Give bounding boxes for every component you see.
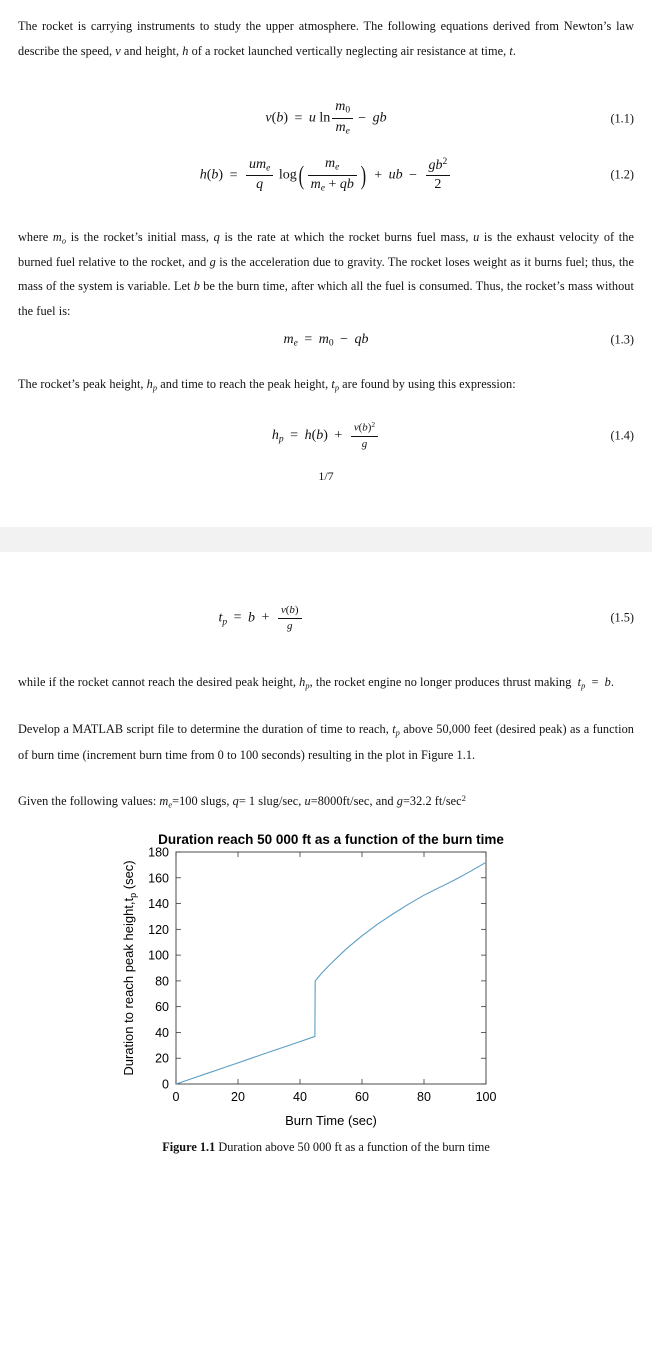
axis-ticks — [176, 852, 486, 1084]
y-tick-label: 0 — [162, 1077, 169, 1092]
y-tick-label: 40 — [155, 1026, 169, 1041]
figure-caption-text: Duration above 50 000 ft as a function of the burn time — [215, 1140, 490, 1155]
duration-vs-burntime-chart — [116, 826, 536, 1136]
x-tick-label: 80 — [417, 1090, 431, 1105]
equation-1-5-body: tp = b + $\frac{v(b)}{g}$ — [18, 604, 634, 633]
equation-1-1 — [18, 99, 634, 138]
x-tick-label: 60 — [355, 1090, 369, 1105]
equation-1-4-body: hp = h(b) + $\frac{v(b)^2}{g}$ — [18, 421, 634, 450]
x-tick-label: 0 — [172, 1090, 180, 1105]
plot-area-frame — [176, 852, 486, 1084]
x-axis-label: Burn Time (sec) — [285, 1113, 377, 1129]
document-body-page-2 — [0, 604, 652, 1155]
figure-caption — [18, 1140, 634, 1155]
y-tick-label: 80 — [155, 974, 169, 989]
equation-1-1-body: v(b) = u ln $\frac{m0}{me}$ − gb — [265, 99, 387, 137]
page-separator-band — [0, 527, 652, 552]
y-axis-label-group — [121, 861, 138, 1076]
page-gap-white-top — [0, 484, 652, 527]
y-tick-labels — [148, 846, 169, 1092]
equation-1-2-number: (1.2) — [610, 167, 634, 182]
page-gap-white-bottom — [0, 552, 652, 604]
paragraph-peak-height: The rocket’s peak height, hp and time to reach the peak height, tp are found by using this expression: — [18, 377, 516, 393]
equation-1-4-number: (1.4) — [610, 428, 634, 443]
y-axis-label — [121, 861, 138, 1076]
paragraph-given: Given the following values: me=100 slugs, q= 1 slug/sec, u=8000ft/sec, and g=32.2 $ft/\sec^2$ — [18, 793, 466, 810]
chart-title: Duration reach 50 000 ft as a function of the burn time — [158, 832, 504, 848]
y-tick-label: 180 — [148, 845, 169, 860]
y-tick-label: 160 — [148, 871, 169, 886]
document-body — [0, 0, 652, 484]
x-tick-label: 40 — [293, 1090, 307, 1105]
equation-1-4 — [18, 421, 634, 450]
y-tick-label: 20 — [155, 1051, 169, 1066]
paragraph-intro: The rocket is carrying instruments to study the upper atmosphere. The following equations derived from Newton’s law describe the speed, v and height, h of a rocket launched vertically neglecting air resistance at time, t. — [18, 19, 634, 58]
x-tick-labels — [173, 1090, 497, 1104]
figure-caption-label: Figure 1.1 — [162, 1140, 216, 1155]
equation-1-3-number: (1.3) — [610, 332, 634, 347]
y-tick-label: 140 — [148, 897, 169, 912]
y-tick-label: 100 — [148, 948, 169, 963]
y-axis-label-tail: (sec) — [121, 860, 136, 894]
x-tick-label: 100 — [475, 1090, 497, 1105]
y-tick-label: 60 — [155, 1000, 169, 1015]
equation-1-3 — [18, 332, 634, 349]
page-number: 1/7 — [318, 468, 334, 483]
equation-1-5-number: (1.5) — [610, 610, 634, 625]
paragraph-task: Develop a MATLAB script file to determine the duration of time to reach, tp above 50,000 feet (desired peak) as a function of burn time (increment burn time from 0 to 100 seconds) resulting in the plot in Figure 1.1. — [18, 722, 634, 762]
equation-1-3-body: me = m0 − qb — [283, 331, 369, 349]
equation-1-5 — [18, 604, 634, 633]
x-tick-label: 20 — [231, 1090, 245, 1105]
y-tick-label: 120 — [148, 922, 169, 937]
equation-1-1-number: (1.1) — [610, 111, 634, 126]
equation-1-2-body: h(b) = $\frac{\text{ume}}{q}$ log( $\frac{me}{me + qb}$ ) + ub − $\frac{gb^2}{2}$ — [18, 156, 634, 195]
y-axis-label-main: Duration to reach peak height,t — [121, 898, 136, 1076]
y-axis-label-subscript: p — [128, 893, 138, 899]
data-series-line — [176, 862, 486, 1084]
paragraph-where: where mo is the rocket’s initial mass, q is the rate at which the rocket burns fuel mass, u is the exhaust velocity of the burned fuel relative to the rocket, and g is the acceleration due to gravity. The rocket loses weight as it burns fuel; thus, the mass of the system is variable. Let b be the burn time, after which all the fuel is consumed. Thus, the rocket’s mass without the fuel is: — [18, 229, 634, 318]
figure-1-1 — [18, 826, 634, 1155]
paragraph-while: while if the rocket cannot reach the desired peak height, hp, the rocket engine no longer produces thrust making tp = b. — [18, 675, 614, 691]
equation-1-2 — [18, 156, 634, 195]
